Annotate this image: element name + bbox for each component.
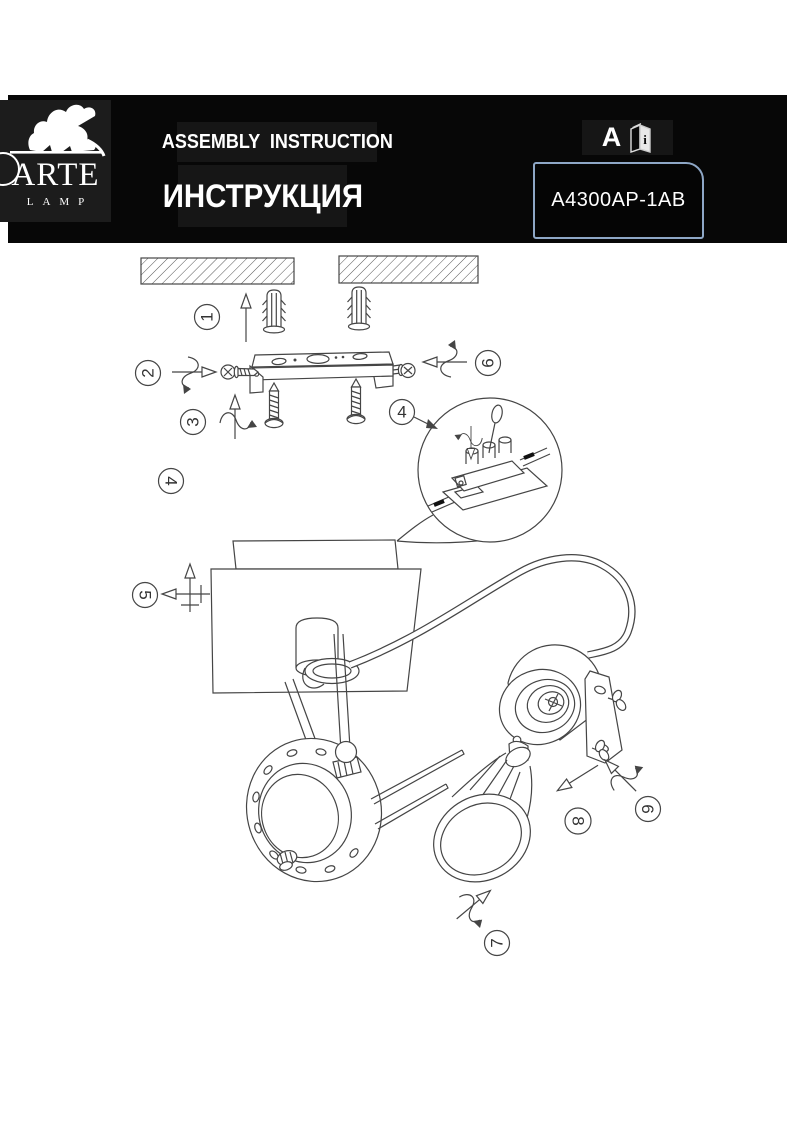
move-arrows-icon xyxy=(162,564,210,612)
svg-text:4: 4 xyxy=(161,476,181,486)
long-screw-right xyxy=(347,379,365,424)
step-circle-1 xyxy=(195,305,220,330)
step-circle-3 xyxy=(181,410,206,435)
step-circle-4-balloon xyxy=(390,400,415,425)
svg-text:6: 6 xyxy=(478,358,498,368)
step-circle-4 xyxy=(159,469,184,494)
wall-plug-right xyxy=(348,287,371,330)
svg-text:3: 3 xyxy=(183,417,203,427)
step-circle-2 xyxy=(136,361,161,386)
spotlight-ring-head xyxy=(228,721,464,899)
insert-arrow-icon xyxy=(241,294,251,342)
step-circle-6 xyxy=(476,351,501,376)
bracket-side-screw xyxy=(393,364,415,378)
svg-text:2: 2 xyxy=(138,368,158,378)
gu10-bulb xyxy=(418,736,546,898)
rotate-icon-step2 xyxy=(172,357,216,394)
brand-name: ARTE xyxy=(11,157,100,193)
svg-text:9: 9 xyxy=(638,804,658,814)
ceiling-section-right xyxy=(339,256,478,283)
rotate-icon-step7 xyxy=(447,879,504,936)
step-circle-8 xyxy=(565,808,591,834)
svg-text:1: 1 xyxy=(197,312,217,322)
insert-arrow-step8 xyxy=(555,761,601,795)
format-letter: A xyxy=(601,122,622,152)
svg-text:5: 5 xyxy=(135,590,155,600)
title-english: ASSEMBLY INSTRUCTION xyxy=(161,130,393,153)
svg-text:4: 4 xyxy=(397,402,407,422)
step-circle-5 xyxy=(133,583,158,608)
balloon-leader-arrow xyxy=(414,417,438,429)
svg-text:7: 7 xyxy=(487,938,507,948)
terminal-detail-balloon xyxy=(397,398,562,543)
step-circle-7 xyxy=(485,931,510,956)
long-screw-left xyxy=(265,383,283,428)
ceiling-section-left xyxy=(141,258,294,284)
title-russian: ИНСТРУКЦИЯ xyxy=(162,177,363,214)
model-code: A4300AP-1AB xyxy=(551,189,686,211)
brand-subtitle: LAMP xyxy=(26,196,94,208)
ceiling-canopy xyxy=(211,540,421,693)
step-circle-9 xyxy=(636,797,661,822)
svg-text:8: 8 xyxy=(568,816,588,826)
rotate-icon-step3 xyxy=(220,395,257,439)
rotate-icon-step6 xyxy=(423,340,467,377)
wall-plug-left xyxy=(263,290,286,333)
svg-text:i: i xyxy=(643,131,648,147)
